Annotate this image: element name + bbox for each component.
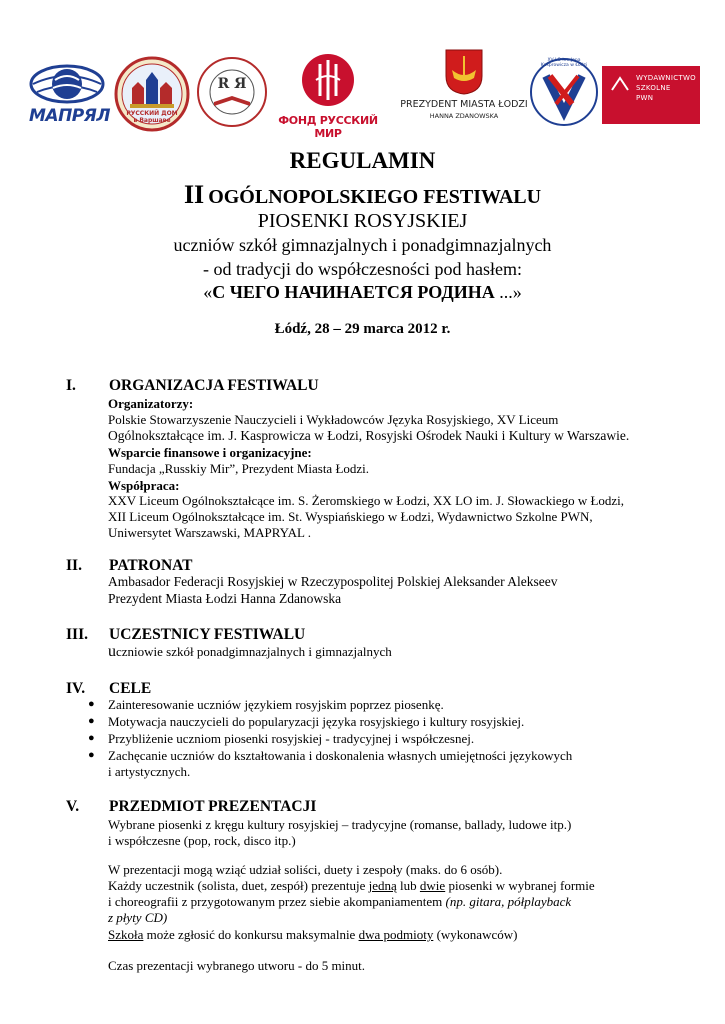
section-2-number: II. bbox=[66, 557, 82, 574]
section-4-number: IV. bbox=[66, 680, 86, 697]
xv-lo-logo bbox=[528, 54, 600, 130]
goal-item-1: Zainteresowanie uczniów językiem rosyjskim poprzez piosenkę. bbox=[108, 697, 444, 712]
accompaniment-text: i choreografii z przygotowanym przez siebie akompaniamentem bbox=[108, 894, 446, 909]
section-1-title: ORGANIZACJA FESTIWALU bbox=[109, 377, 319, 394]
school-word: Szkoła bbox=[108, 927, 144, 942]
presentation-time: Czas prezentacji wybranego utworu - do 5 minut. bbox=[108, 958, 366, 973]
fund-text: ФОНД РУССКИЙ МИР bbox=[278, 114, 378, 140]
goal-item-3: Przybliżenie uczniom piosenki rosyjskiej - tradycyjnej i współczesnej. bbox=[108, 731, 475, 746]
cooperation-line-1: XXV Liceum Ogólnokształcące im. S. Żeromskiego w Łodzi, XX LO im. J. Słowackiego w Łodzi, bbox=[108, 493, 625, 508]
motto-line bbox=[0, 282, 725, 303]
cooperation-line-2: XII Liceum Ogólnokształcące im. St. Wyspiańskiego w Łodzi, Wydawnictwo Szkolne PWN, bbox=[108, 509, 593, 524]
motto-intro: - od tradycji do współczesności pod hasłem: bbox=[203, 259, 522, 279]
russkiy-mir-fund-logo bbox=[268, 50, 388, 140]
mapryal-text: МАПРЯЛ bbox=[29, 106, 110, 126]
songs-text-b: lub bbox=[396, 878, 420, 893]
section-4-title: CELE bbox=[109, 680, 152, 697]
songs-text-a: Każdy uczestnik (solista, duet, zespół) prezentuje bbox=[108, 878, 369, 893]
bullet-icon: ● bbox=[88, 715, 95, 727]
presentation-line-1: Wybrane piosenki z kręgu kultury rosyjskiej – tradycyjne (romanse, ballady, ludowe itp.) bbox=[108, 817, 572, 832]
school-limit-count: dwa podmioty bbox=[358, 927, 434, 942]
organizers-label: Organizatorzy: bbox=[108, 396, 194, 411]
section-1-number: I. bbox=[66, 377, 76, 394]
presentation-line-2: i współczesne (pop, rock, disco itp.) bbox=[108, 833, 296, 848]
festival-heading bbox=[0, 180, 725, 210]
patronage-line-1: Ambasador Federacji Rosyjskiej w Rzeczypospolitej Polskiej Aleksander Alekseev bbox=[108, 574, 558, 589]
pwn-line1: WYDAWNICTWO bbox=[636, 74, 696, 82]
support-label: Wsparcie finansowe i organizacyjne: bbox=[108, 445, 312, 460]
goal-item-4: Zachęcanie uczniów do kształtowania i doskonalenia własnych umiejętności językowych bbox=[108, 748, 573, 763]
participants-description bbox=[108, 644, 392, 661]
event-date: Łódź, 28 – 29 marca 2012 r. bbox=[274, 321, 451, 337]
festival-heading-rest: OGÓLNOPOLSKIEGO FESTIWALU bbox=[208, 186, 542, 208]
logo-strip bbox=[0, 40, 725, 140]
motto-open: « bbox=[203, 282, 213, 302]
association-logo bbox=[196, 52, 268, 132]
president-name: HANNA ZDANOWSKA bbox=[429, 112, 499, 120]
cooperation-line-3: Uniwersytet Warszawski, MAPRYAL . bbox=[108, 525, 311, 540]
pwn-logo bbox=[602, 66, 700, 124]
school-limit-line bbox=[108, 927, 517, 944]
association-letters: R Я bbox=[217, 76, 247, 92]
patronage-line-2: Prezydent Miasta Łodzi Hanna Zdanowska bbox=[108, 591, 342, 606]
participants-rest: czniowie szkół ponadgimnazjalnych i gimnazjalnych bbox=[116, 644, 392, 659]
presentation-participants: W prezentacji mogą wziąć udział soliści, duety i zespoły (maks. do 6 osób). bbox=[108, 862, 503, 877]
bullet-icon: ● bbox=[88, 749, 95, 761]
presentation-accompaniment-line bbox=[108, 894, 571, 911]
songs-one: jedną bbox=[368, 878, 397, 893]
school-limit-text-b: (wykonawców) bbox=[433, 927, 518, 942]
accompaniment-example: (np. gitara, półplayback bbox=[445, 894, 572, 909]
goal-item-2: Motywacja nauczycieli do popularyzacji języka rosyjskiego i kultury rosyjskiej. bbox=[108, 714, 525, 729]
songs-two: dwie bbox=[419, 878, 446, 893]
organizers-line-1: Polskie Stowarzyszenie Nauczycieli i Wykładowców Języka Rosyjskiego, XV Liceum bbox=[108, 412, 559, 427]
motto-text: С ЧЕГО НАЧИНАЕТСЯ РОДИНА bbox=[212, 282, 495, 302]
document-title: REGULAMIN bbox=[289, 148, 436, 173]
section-5-number: V. bbox=[66, 798, 80, 815]
pwn-line3: PWN bbox=[636, 94, 654, 102]
motto-close: ...» bbox=[494, 282, 522, 302]
cooperation-label: Współpraca: bbox=[108, 478, 180, 493]
section-3-number: III. bbox=[66, 626, 88, 643]
section-3-title: UCZESTNICY FESTIWALU bbox=[109, 626, 306, 643]
organizers-line-2: Ogólnokształcące im. J. Kasprowicza w Łodzi, Rosyjski Ośrodek Nauki i Kultury w Warszawie. bbox=[108, 428, 630, 443]
accompaniment-example-cont: z płyty CD) bbox=[108, 910, 168, 925]
section-2-title: PATRONAT bbox=[109, 557, 193, 574]
russkiy-dom-text: РУССКИЙ ДОМ в Варшаве bbox=[126, 110, 178, 124]
festival-roman: II bbox=[183, 180, 205, 209]
support-line: Fundacja „Russkiy Mir”, Prezydent Miasta Łodzi. bbox=[108, 461, 370, 476]
liceum-text: XV LO im. Jana Kasprowicza w Łodzi bbox=[540, 58, 588, 68]
section-5-title: PRZEDMIOT PREZENTACJI bbox=[109, 798, 317, 815]
russkiy-dom-logo bbox=[114, 54, 190, 134]
bullet-icon: ● bbox=[88, 732, 95, 744]
mapryal-logo bbox=[27, 58, 110, 130]
president-title: PREZYDENT MIASTA ŁODZI bbox=[400, 99, 528, 110]
prezydent-lodzi-logo bbox=[396, 48, 532, 134]
participants-first-letter: u bbox=[108, 643, 116, 660]
festival-subheading: PIOSENKI ROSYJSKIEJ bbox=[257, 210, 468, 232]
bullet-icon: ● bbox=[88, 698, 95, 710]
school-limit-text-a: może zgłosić do konkursu maksymalnie bbox=[143, 927, 359, 942]
songs-text-c: piosenki w wybranej formie bbox=[445, 878, 595, 893]
goal-item-4-cont: i artystycznych. bbox=[108, 764, 191, 779]
participants-line: uczniów szkół gimnazjalnych i ponadgimnazjalnych bbox=[173, 235, 552, 255]
pwn-line2: SZKOLNE bbox=[636, 84, 671, 92]
presentation-songs-line bbox=[108, 878, 658, 895]
